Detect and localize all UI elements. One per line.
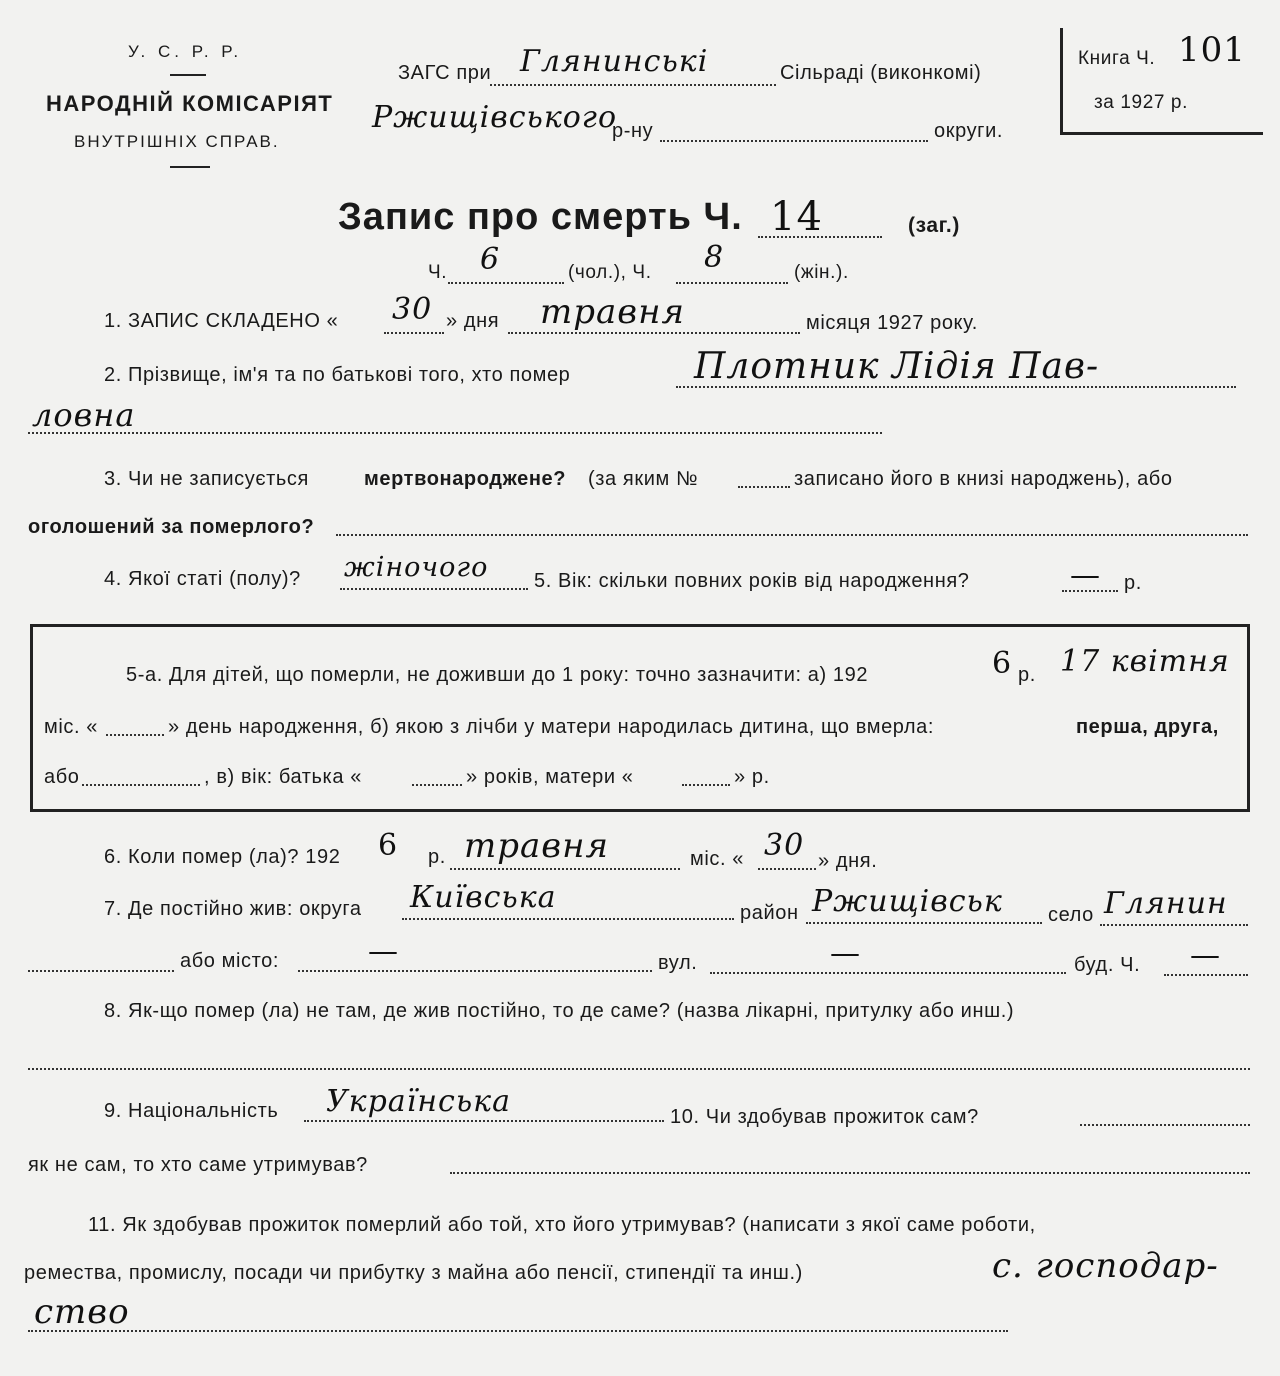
item7-street-line xyxy=(710,972,1066,974)
item6-month-line xyxy=(450,868,680,870)
item7-city-lead-line xyxy=(28,970,174,972)
women-count: 8 xyxy=(704,240,725,275)
men-label: Ч. xyxy=(428,262,448,283)
item7-label: 7. Де постійно жив: округа xyxy=(104,898,362,920)
item5a-year-suffix: р. xyxy=(1018,664,1036,686)
item7-city-line xyxy=(298,970,652,972)
item1-day: 30 xyxy=(392,292,433,327)
item7-house-label: буд. Ч. xyxy=(1074,954,1141,976)
item7-house: — xyxy=(1190,938,1221,973)
item3-line1c: (за яким № xyxy=(588,468,699,490)
item10-line xyxy=(1080,1124,1250,1126)
record-total-suffix: (заг.) xyxy=(908,214,960,237)
item4-label: 4. Якої статі (полу)? xyxy=(104,568,301,590)
item3-line1d: записано його в книзі народжень), або xyxy=(794,468,1173,490)
item5a-birth-date: 17 квітня xyxy=(1060,644,1230,679)
item7-selo-line xyxy=(1100,924,1248,926)
item9-line xyxy=(304,1120,664,1122)
item7-okrug: Київська xyxy=(410,880,557,915)
men-suffix: (чол.), Ч. xyxy=(568,262,652,283)
item5a-line2a: міс. « xyxy=(44,716,99,738)
item1-month: травня xyxy=(540,292,685,332)
women-suffix: (жін.). xyxy=(794,262,849,283)
item1-prefix: 1. ЗАПИС СКЛАДЕНО « xyxy=(104,310,339,332)
zags-label: ЗАГС при xyxy=(398,62,492,84)
item5-age-suffix: р. xyxy=(1124,572,1142,594)
item6-prefix: 6. Коли помер (ла)? 192 xyxy=(104,846,341,868)
item6-day-line xyxy=(758,868,816,870)
item5a-order-line xyxy=(82,784,200,786)
item9-value: Українська xyxy=(326,1084,511,1119)
item7-rayon: Ржищівськ xyxy=(812,884,1003,919)
item2-value1: Плотник Лідія Пав- xyxy=(694,346,1100,387)
item5a-mother-age-line xyxy=(682,784,730,786)
item5a-father-age-line xyxy=(412,784,462,786)
item3-stillborn: мертвонароджене? xyxy=(364,468,567,490)
okrug-field-line xyxy=(660,140,928,142)
item2-line2 xyxy=(28,432,882,434)
book-label: Книга Ч. xyxy=(1078,48,1156,69)
item7-selo: Глянин xyxy=(1104,886,1228,921)
item5a-day-line xyxy=(106,734,164,736)
item7-street: — xyxy=(830,936,861,971)
item6-year-suffix: р. xyxy=(428,846,446,868)
okrug-label: округи. xyxy=(934,120,1003,142)
item7-rayon-line xyxy=(806,922,1042,924)
item6-suffix: » дня. xyxy=(818,850,878,872)
item5a-year-digit: 6 xyxy=(992,646,1013,681)
item6-day: 30 xyxy=(764,828,805,863)
item5a-line3a: або xyxy=(44,766,80,788)
commissariat-label: НАРОДНІЙ КОМІСАРІЯТ xyxy=(46,91,334,116)
item3-number-line xyxy=(738,486,790,488)
book-number: 101 xyxy=(1178,30,1246,70)
district-value: Ржищівського xyxy=(372,100,618,135)
item4-sex-value: жіночого xyxy=(344,552,489,583)
item11-value2: ство xyxy=(34,1292,130,1332)
item6-year-digit: 6 xyxy=(378,828,399,863)
item5a-birth-order: перша, друга, xyxy=(1076,716,1219,738)
zags-field-line xyxy=(490,84,776,86)
item7-okrug-line xyxy=(402,918,734,920)
item7-selo-label: село xyxy=(1048,904,1094,926)
item2-label: 2. Прізвище, ім'я та по батькові того, хто помер xyxy=(104,364,571,386)
item5a-line3c: » років, матери « xyxy=(466,766,634,788)
district-label: р-ну xyxy=(612,120,654,142)
header-divider-bottom xyxy=(170,166,210,168)
zags-value: Глянинські xyxy=(520,44,709,79)
item5a-line3b: , в) вік: батька « xyxy=(204,766,362,788)
item1-month-line xyxy=(508,332,800,334)
item3-declared-dead: оголошений за померлого? xyxy=(28,516,315,538)
republic-label: У. С. Р. Р. xyxy=(128,42,243,61)
item2-value2: ловна xyxy=(32,396,136,434)
record-title: Запис про смерть Ч. xyxy=(338,196,743,238)
item8-label: 8. Як-що помер (ла) не там, де жив постійно, то де саме? (назва лікарні, притулку або инш.) xyxy=(104,1000,1015,1022)
item5-age-label: 5. Вік: скільки повних років від народження? xyxy=(534,570,970,592)
item7-rayon-label: район xyxy=(740,902,799,924)
item7-house-line xyxy=(1164,974,1248,976)
item11-line1: 11. Як здобував прожиток померлий або той, хто його утримував? (написати з якої саме роботи, xyxy=(88,1214,1036,1236)
item11-line3 xyxy=(28,1330,1008,1332)
record-number: 14 xyxy=(770,194,823,240)
item6-mid: міс. « xyxy=(690,848,745,870)
council-label: Сільраді (виконкомі) xyxy=(780,62,982,84)
item1-mid: » дня xyxy=(446,310,500,332)
item1-suffix: місяця 1927 року. xyxy=(806,312,978,334)
item3-line1a: 3. Чи не записується xyxy=(104,468,309,490)
item10-line2 xyxy=(450,1172,1250,1174)
item7-city-label: або місто: xyxy=(180,950,280,972)
item8-line xyxy=(28,1068,1250,1070)
item11-line2: ремества, промислу, посади чи прибутку з майна або пенсії, стипендії та инш.) xyxy=(24,1262,803,1284)
item5-age-value: — xyxy=(1070,558,1101,593)
item3-declared-line xyxy=(336,534,1248,536)
item7-city: — xyxy=(368,934,399,969)
item5a-line1: 5-а. Для дітей, що померли, не доживши до 1 року: точно зазначити: а) 192 xyxy=(126,664,869,686)
item5a-line2b: » день народження, б) якою з лічби у матери народилась дитина, що вмерла: xyxy=(168,716,934,738)
item5a-line3d: » р. xyxy=(734,766,770,788)
item11-value1: с. господар- xyxy=(992,1246,1219,1286)
item4-sex-line xyxy=(340,588,528,590)
ministry-label: ВНУТРІШНІХ СПРАВ. xyxy=(74,132,280,151)
men-count-line xyxy=(448,282,564,284)
item9-label: 9. Національність xyxy=(104,1100,279,1122)
women-count-line xyxy=(676,282,788,284)
header-divider-top xyxy=(170,74,206,76)
item10-line2-label: як не сам, то хто саме утримував? xyxy=(28,1154,368,1176)
item7-street-label: вул. xyxy=(658,952,698,974)
item6-month: травня xyxy=(464,826,609,866)
book-year: за 1927 р. xyxy=(1094,92,1188,113)
men-count: 6 xyxy=(480,242,501,277)
item1-day-line xyxy=(384,332,444,334)
item10-label: 10. Чи здобував прожиток сам? xyxy=(670,1106,979,1128)
